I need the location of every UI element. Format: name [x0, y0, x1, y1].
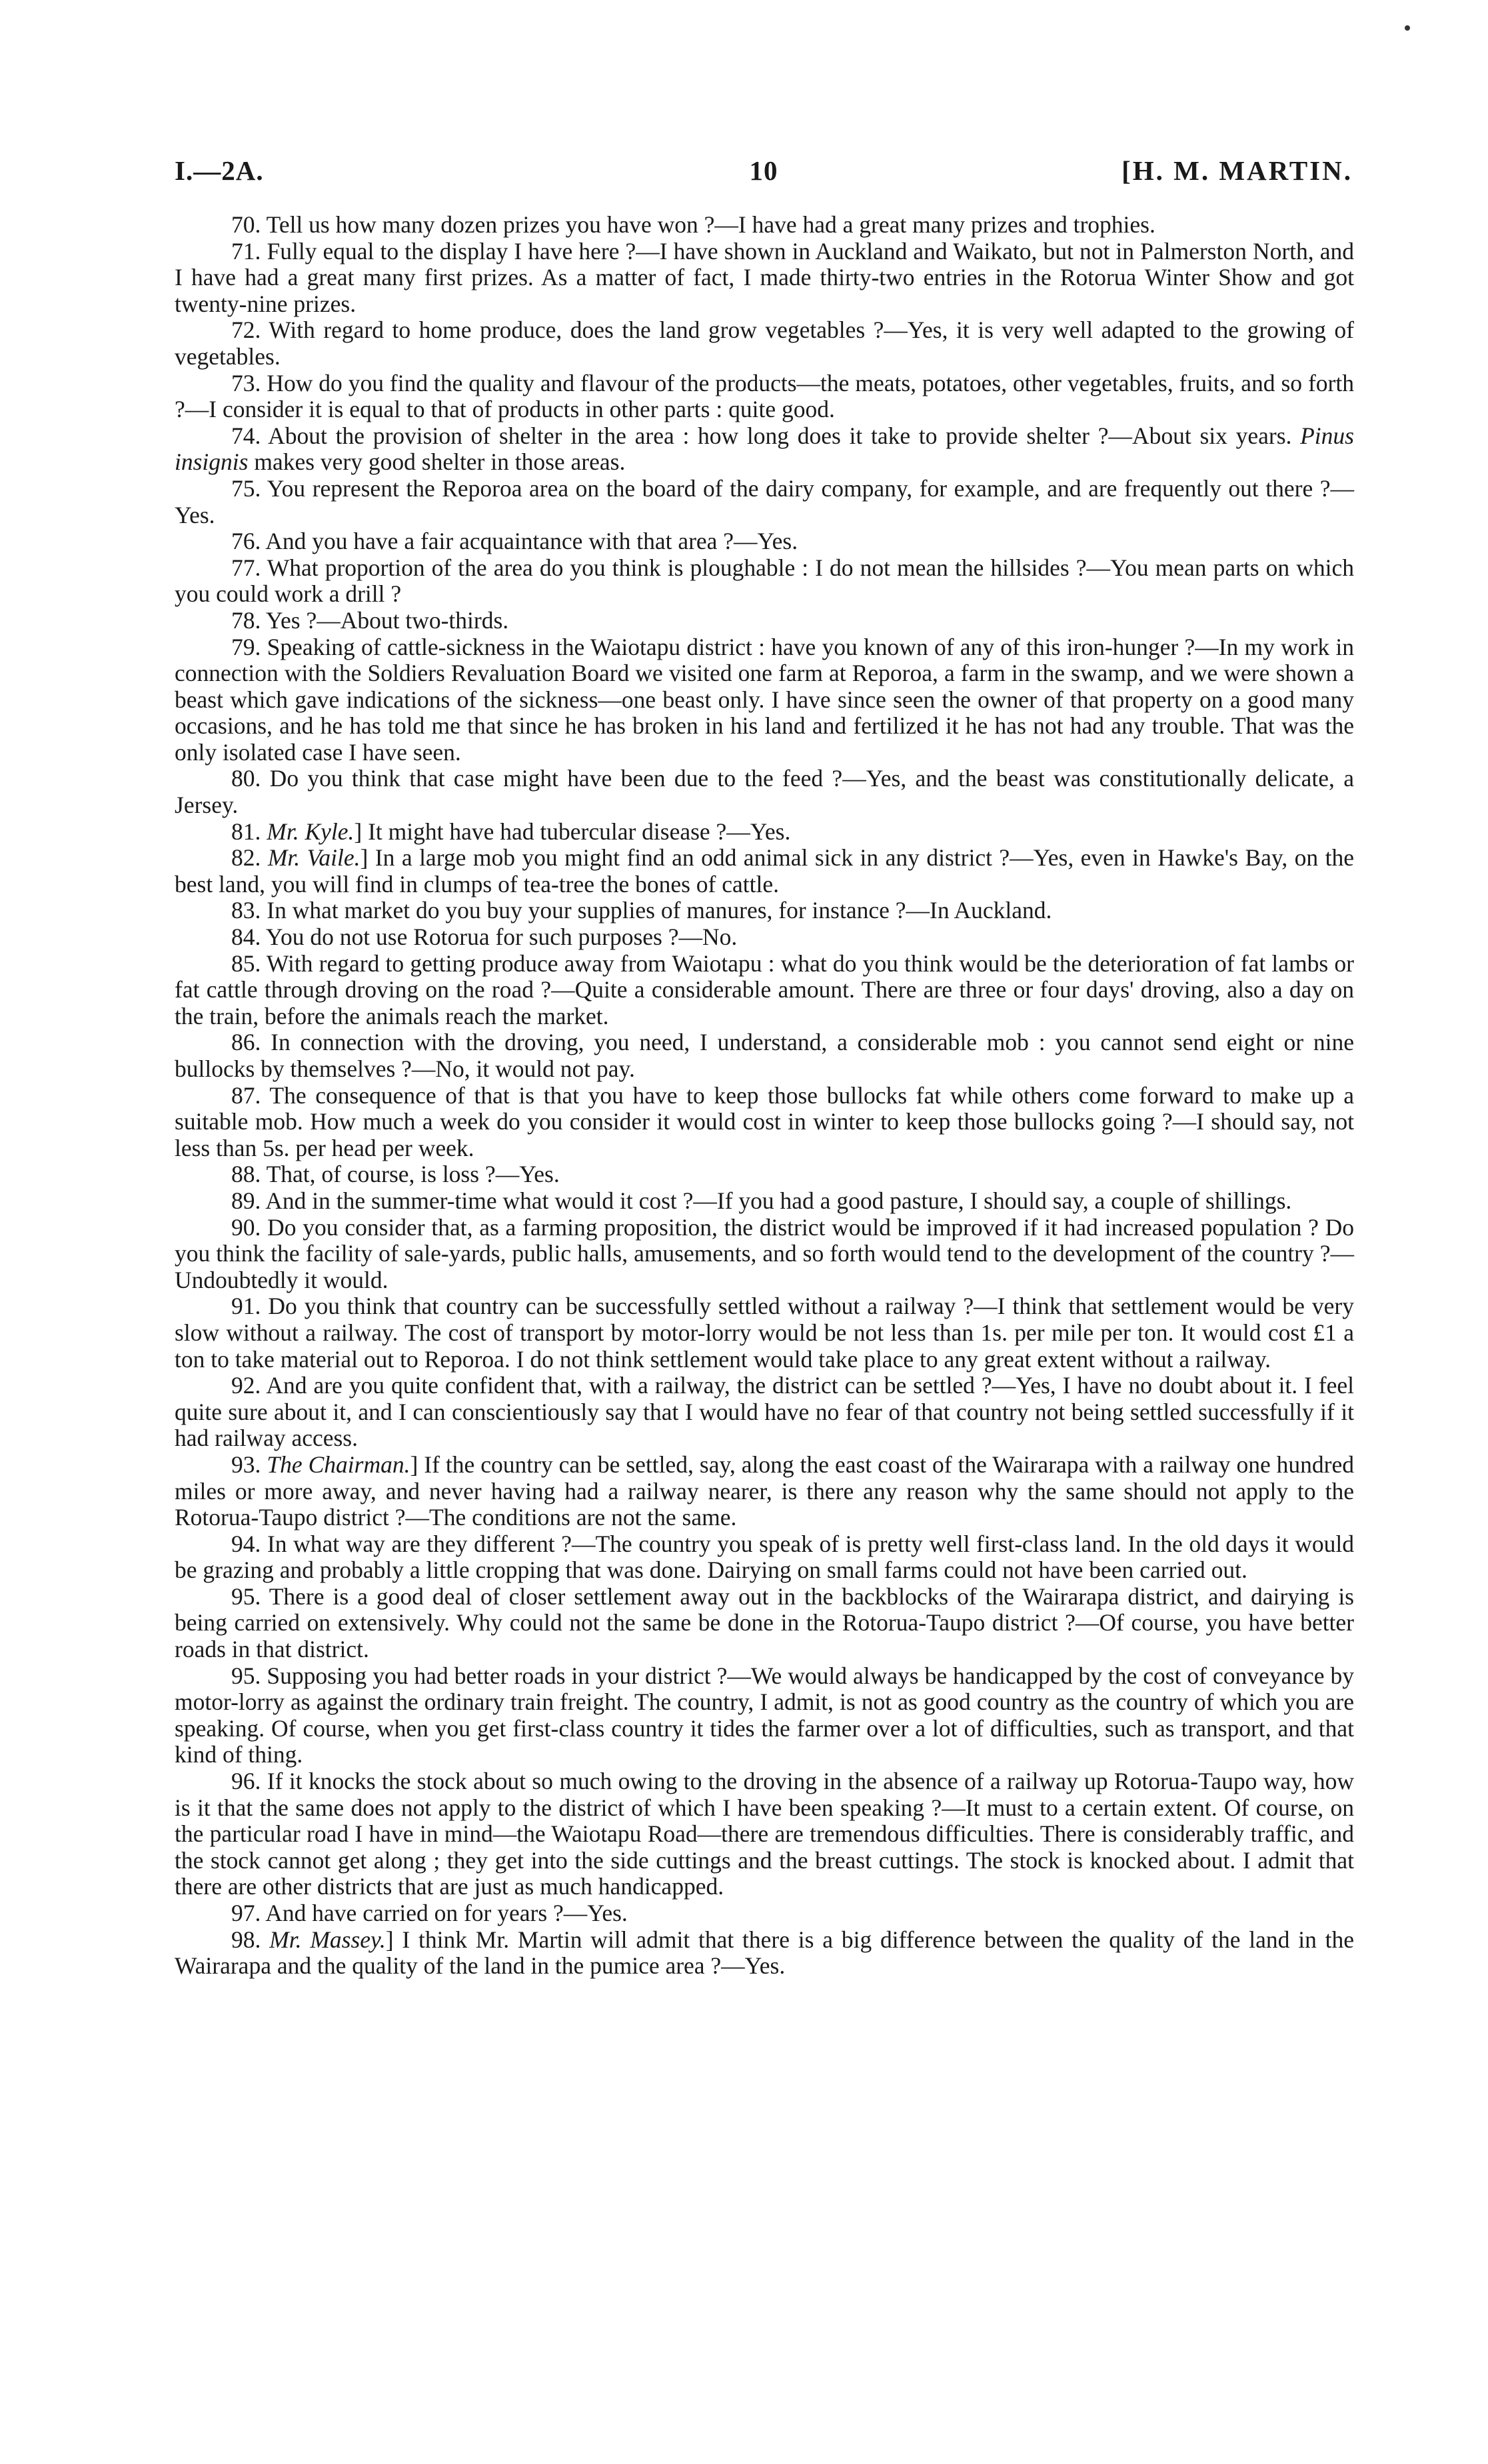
paragraph-90: 90. Do you consider that, as a farming proposition, the district would be improved if it had increased population ? Do you think the facility of sale-yards, public halls, amusements, and so forth would tend to the development of the country ?—Undoubtedly it would. [175, 1213, 1354, 1293]
paragraph-96: 96. If it knocks the stock about so much owing to the droving in the absence of a railway up Rotorua-Taupo way, how is it that the same does not apply to the district of which I have been speaking ?—It must to a certain extent. Of course, on the particular road I have in mind—the Waiotapu Road—there are tremendous difficulties. There is considerably traffic, and the stock cannot get along ; they get into the side cuttings and the breast cuttings. The stock is knocked about. I admit that there are other districts that are just as much handicapped. [175, 1768, 1354, 1900]
paragraph-86: 86. In connection with the droving, you need, I understand, a considerable mob : you cannot send eight or nine bullocks by themselves ?—No, it would not pay. [175, 1029, 1354, 1082]
speaker-name: Mr. Massey. [269, 1926, 386, 1953]
paragraph-94: 94. In what way are they different ?—The country you speak of is pretty well first-class land. In the old days it would be grazing and probably a little cropping that was done. Dairying on small farms could not have been carried out. [175, 1530, 1354, 1584]
paragraph-88: 88. That, of course, is loss ?—Yes. [231, 1161, 560, 1188]
paragraph-82: 82. Mr. Vaile.] In a large mob you might find an odd animal sick in any district ?—Yes, even in Hawke's Bay, on the best land, you will find in clumps of tea-tree the bones of cattle. [175, 844, 1355, 898]
paragraph-71: 71. Fully equal to the display I have here ?—I have shown in Auckland and Waikato, but not in Palmerston North, and I have had a great many first prizes. As a matter of fact, I made thirty-two entries in the Rotorua Winter Show and got twenty-nine prizes. [175, 237, 1354, 317]
paragraph-98: 98. Mr. Massey.] I think Mr. Martin will admit that there is a big difference between the quality of the land in the Wairarapa and the quality of the land in the pumice area ?—Yes. [175, 1926, 1354, 1980]
paragraph-73: 73. How do you find the quality and flavour of the products—the meats, potatoes, other vegetables, fruits, and so forth ?—I consider it is equal to that of products in other parts : quite good. [175, 369, 1354, 423]
paragraph-95b: 95. Supposing you had better roads in your district ?—We would always be handicapped by the cost of conveyance by motor-lorry as against the ordinary train freight. The country, I admit, is not as good country as the country of which you are speaking. Of course, when you get first-class country it tides the farmer over a lot of difficulties, such as transport, and that kind of thing. [175, 1662, 1354, 1768]
paragraph-78: 78. Yes ?—About two-thirds. [231, 606, 509, 634]
paragraph-80: 80. Do you think that case might have been due to the feed ?—Yes, and the beast was constitutionally delicate, a Jersey. [175, 765, 1354, 819]
paragraph-83: 83. In what market do you buy your supplies of manures, for instance ?—In Auckland. [231, 897, 1052, 924]
speaker-name: Mr. Kyle. [267, 818, 355, 845]
italic-term: Pinus insignis [175, 422, 1354, 476]
paragraph-89: 89. And in the summer-time what would it cost ?—If you had a good pasture, I should say, a couple of shillings. [231, 1187, 1292, 1214]
speaker-name: Mr. Vaile. [267, 844, 361, 872]
paragraph-84: 84. You do not use Rotorua for such purposes ?—No. [231, 924, 738, 951]
scan-mark [1405, 25, 1410, 31]
paragraph-79: 79. Speaking of cattle-sickness in the Waiotapu district : have you known of any of this iron-hunger ?—In my work in connection with the Soldiers Revaluation Board we visited one farm at Reporoa, a farm in the swamp, and we were shown a beast which gave indications of the sickness—one beast only. I have since seen the owner of that property on a good many occasions, and he has told me that since he has broken in his land and fertilized it he has not had any trouble. That was the only isolated case I have seen. [175, 633, 1354, 766]
paragraph-95a: 95. There is a good deal of closer settlement away out in the backblocks of the Wairarapa district, and dairying is being carried on extensively. Why could not the same be done in the Rotorua-Taupo district ?—Of course, you have better roads in that district. [175, 1582, 1354, 1663]
paragraph-72: 72. With regard to home produce, does the land grow vegetables ?—Yes, it is very well adapted to the growing of vegetables. [175, 316, 1354, 370]
witness-name: [H. M. MARTIN. [1121, 155, 1353, 186]
testimony-body [175, 212, 1354, 1980]
paragraph-77: 77. What proportion of the area do you think is ploughable : I do not mean the hillsides ?—You mean parts on which you could work a drill ? [175, 554, 1354, 608]
paragraph-75: 75. You represent the Reporoa area on the board of the dairy company, for example, and are frequently out there ?—Yes. [175, 474, 1354, 528]
paragraph-76: 76. And you have a fair acquaintance with that area ?—Yes. [231, 528, 798, 555]
paragraph-87: 87. The consequence of that is that you have to keep those bullocks fat while others come forward to make up a suitable mob. How much a week do you consider it would cost in winter to keep those bullocks going ?—I should say, not less than 5s. per head per week. [175, 1081, 1354, 1161]
page-header [175, 155, 1353, 195]
paragraph-74: 74. About the provision of shelter in the area : how long does it take to provide shelter ?—About six years. Pinus insignis makes very good shelter in those areas. [175, 422, 1354, 476]
speaker-name: The Chairman. [267, 1451, 410, 1478]
paragraph-91: 91. Do you think that country can be successfully settled without a railway ?—I think that settlement would be very slow without a railway. The cost of transport by motor-lorry would be not less than 1s. per mile per ton. It would cost £1 a ton to take material out to Reporoa. I do not think settlement would take place to any great extent without a railway. [175, 1293, 1354, 1373]
paragraph-97: 97. And have carried on for years ?—Yes. [231, 1900, 628, 1926]
paragraph-81: 81. Mr. Kyle.] It might have had tubercular disease ?—Yes. [231, 818, 791, 845]
paragraph-85: 85. With regard to getting produce away from Waiotapu : what do you think would be the deterioration of fat lambs or fat cattle through droving on the road ?—Quite a considerable amount. There are three or four days' droving, also a day on the train, before the animals reach the market. [175, 949, 1354, 1029]
paragraph-70: 70. Tell us how many dozen prizes you have won ?—I have had a great many prizes and trophies. [231, 211, 1155, 238]
page-number: 10 [749, 155, 778, 186]
paper-reference: I.—2A. [175, 155, 264, 186]
paragraph-92: 92. And are you quite confident that, with a railway, the district can be settled ?—Yes, I have no doubt about it. I feel quite sure about it, and I can conscientiously say that I would have no fear of that country not being settled successfully if it had railway access. [175, 1372, 1354, 1452]
paragraph-93: 93. The Chairman.] If the country can be settled, say, along the east coast of the Wairarapa with a railway one hundred miles or more away, and never having had a railway nearer, is there any reason why the same should not apply to the Rotorua-Taupo district ?—The conditions are not the same. [175, 1451, 1355, 1531]
